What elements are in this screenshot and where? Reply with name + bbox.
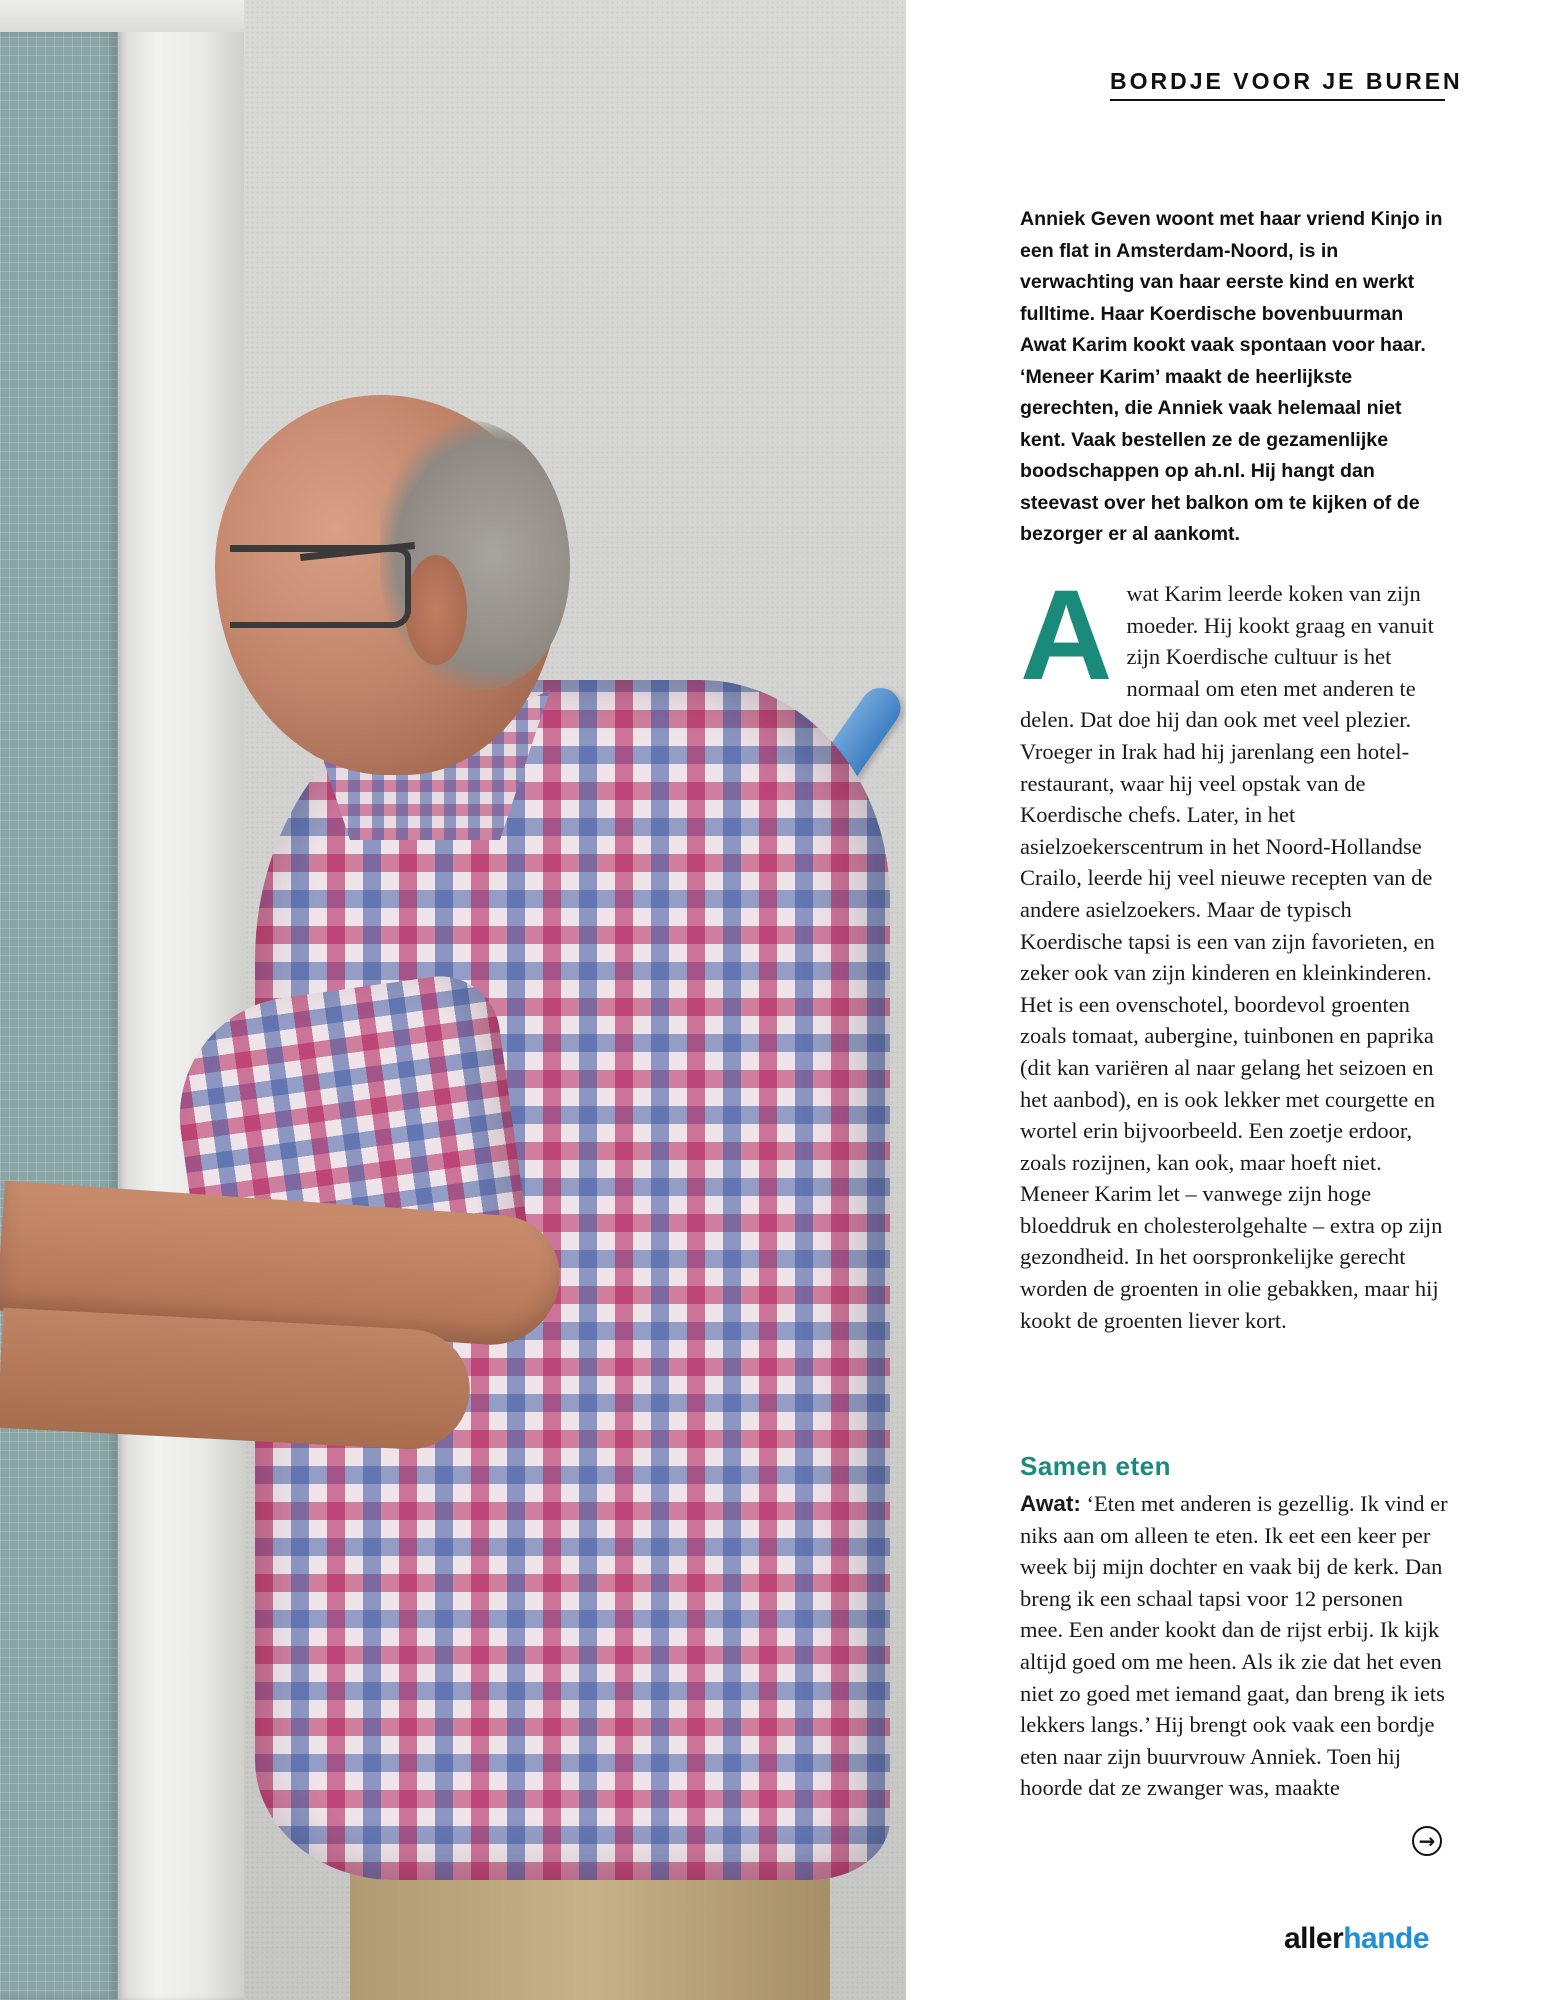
body-paragraph-2: Vroeger in Irak had hij jarenlang een hotel-restaurant, waar hij veel opstak van de Koerdische chefs. Later, in het asielzoekerscentrum in het Noord-Hollandse Crailo, leerde hij veel nieuwe recepten van de andere asielzoekers. Maar de typisch Koerdische tapsi is een van zijn favorieten, en zeker ook van zijn kinderen en kleinkinderen. Het is een ovenschotel, boordevol groenten zoals tomaat, aubergine, tuinbonen en paprika (dit kan variëren al naar gelang het seizoen en het aanbod), en is ook lekker met courgette en wortel erin bijvoorbeeld. Een zoetje erdoor, zoals rozijnen, kan ook, maar hoeft niet. Meneer Karim let – vanwege zijn hoge bloeddruk en cholesterolgehalte – extra op zijn gezondheid. In het oorspronkelijke gerecht worden de groenten in olie gebakken, maar hij kookt de groenten liever kort.: [1020, 738, 1443, 1333]
body-paragraph-1: wat Karim leerde koken van zijn moeder. Hij kookt graag en vanuit zijn Koerdische cultuur is het normaal om eten met anderen te delen. Dat doe hij dan ook met veel plezier.: [1020, 581, 1434, 733]
intro-paragraph: Anniek Geven woont met haar vriend Kinjo in een flat in Amsterdam-Noord, is in verwachting van haar eerste kind en werkt fulltime. Haar Koerdische bovenbuurman Awat Karim kookt vaak spontaan voor haar. ‘Meneer Karim’ maakt de heerlijkste gerechten, die Anniek vaak helemaal niet kent. Vaak bestellen ze de gezamenlijke boodschappen op ah.nl. Hij hangt dan steevast over het balkon om te kijken of de bezorger er al aankomt.: [1020, 208, 1443, 545]
drop-cap: A: [1020, 564, 1113, 707]
ear: [405, 555, 467, 665]
door-frame: [118, 0, 244, 2000]
subheading-samen-eten: Samen eten: [1020, 1451, 1171, 1481]
quote-text: ‘Eten met anderen is gezellig. Ik vind er niks aan om alleen te eten. Ik eet een keer per week bij mijn dochter en vaak bij de kerk. Dan breng ik een schaal tapsi voor 12 personen mee. Een ander kookt dan de rijst erbij. Ik kijk altijd goed om me heen. Als ik zie dat het even niet zo goed met iemand gaat, dan breng ik iets lekkers langs.’ Hij brengt ook vaak een bordje eten naar zijn buurvrouw Anniek. Toen hij hoorde dat ze zwanger was, maakte: [1020, 1491, 1448, 1801]
speaker-label: Awat:: [1020, 1491, 1081, 1516]
arrow-right-circle-icon[interactable]: →: [1412, 1826, 1442, 1856]
door-frame-top: [0, 0, 244, 32]
allerhande-logo: [1284, 1922, 1429, 1956]
logo-part-aller: aller: [1284, 1922, 1344, 1955]
door-glass-panel: [0, 30, 118, 2000]
lower-arm: [0, 1308, 473, 1452]
logo-part-hande: hande: [1343, 1922, 1430, 1955]
quote-paragraph: [1020, 1488, 1450, 1804]
section-label: BORDJE VOOR JE BUREN: [1110, 68, 1445, 101]
article-body: [1020, 564, 1450, 1336]
